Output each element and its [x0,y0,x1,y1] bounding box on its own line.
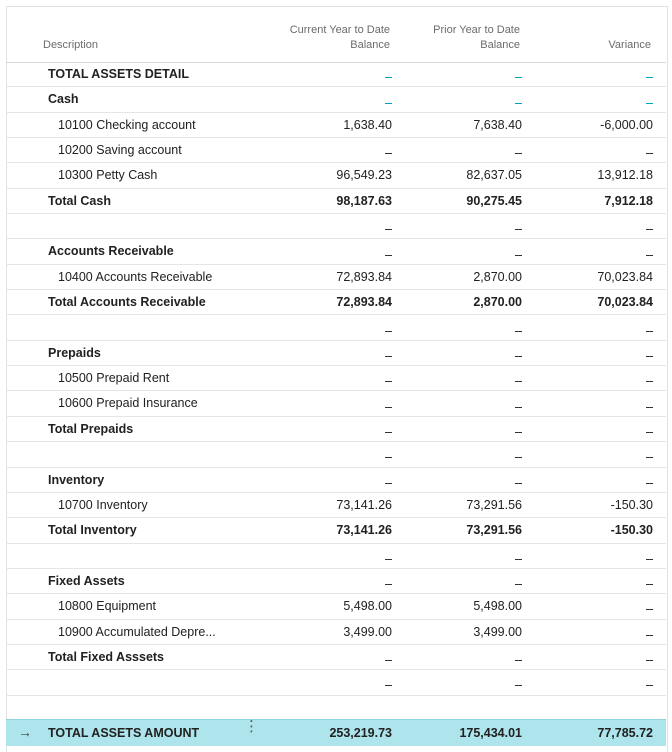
empty-value-dash [646,77,653,78]
row-variance [543,143,653,157]
row-variance: 13,912.18 [597,168,653,183]
table-row[interactable] [6,315,666,340]
row-description: Inventory [48,472,105,487]
empty-value-dash [515,103,522,104]
empty-value-dash [515,457,522,458]
row-current-balance: 73,141.26 [336,523,392,538]
table-row[interactable] [6,366,666,391]
row-description: Total Accounts Receivable [48,295,206,310]
table-row[interactable] [6,569,666,594]
empty-value-dash [385,255,392,256]
empty-value-dash [515,432,522,433]
row-prior-balance [402,473,522,487]
empty-value-dash [646,432,653,433]
column-header [6,6,666,63]
arrow-right-icon: → [18,724,32,740]
row-variance [543,549,653,563]
row-current-balance [272,219,392,233]
row-variance: 7,912.18 [604,193,653,208]
row-description: TOTAL ASSETS DETAIL [48,67,189,81]
row-prior-balance [402,574,522,588]
row-current-balance: 5,498.00 [343,599,392,614]
row-variance [543,396,653,410]
empty-value-dash [646,457,653,458]
empty-value-dash [385,229,392,230]
table-row[interactable] [6,239,666,264]
table-row[interactable] [6,214,666,239]
row-variance [543,346,653,360]
table-row[interactable] [6,493,666,518]
row-description: 10400 Accounts Receivable [58,269,213,284]
row-prior-balance [402,650,522,664]
empty-value-dash [515,584,522,585]
row-prior-balance [402,244,522,258]
row-description: Accounts Receivable [48,244,174,259]
empty-value-dash [515,381,522,382]
empty-value-dash [385,356,392,357]
row-variance [543,422,653,436]
row-description: 10300 Petty Cash [58,168,158,183]
row-variance [543,244,653,258]
empty-value-dash [646,609,653,610]
column-header-description[interactable]: Description [43,39,99,51]
row-current-balance [272,346,392,360]
row-variance [543,574,653,588]
empty-value-dash [646,407,653,408]
row-description: Total Prepaids [48,421,134,436]
row-variance [543,320,653,334]
empty-value-dash [646,255,653,256]
row-description: Total Cash [48,193,111,208]
total-assets-row[interactable] [6,719,666,746]
table-row[interactable] [6,594,666,619]
row-description: 10100 Checking account [58,117,196,132]
row-current-balance [272,473,392,487]
empty-value-dash [385,381,392,382]
row-prior-balance [402,320,522,334]
empty-value-dash [385,483,392,484]
total-assets-prior: 175,434.01 [459,726,522,740]
row-current-balance [272,549,392,563]
table-row[interactable] [6,670,666,695]
row-prior-balance: 73,291.56 [466,497,522,512]
empty-value-dash [646,331,653,332]
empty-value-dash [385,153,392,154]
row-description: Total Inventory [48,523,137,538]
empty-value-dash [385,559,392,560]
row-description: 10900 Accumulated Depre... [58,624,216,639]
row-prior-balance [402,219,522,233]
row-prior-balance [402,447,522,461]
table-row[interactable] [6,62,666,87]
row-current-balance [272,244,392,258]
row-description: Prepaids [48,345,101,360]
row-variance [543,625,653,639]
row-current-balance [272,422,392,436]
row-current-balance: 96,549.23 [336,168,392,183]
row-prior-balance: 2,870.00 [473,269,522,284]
empty-value-dash [385,407,392,408]
row-variance: 70,023.84 [597,269,653,284]
empty-value-dash [385,584,392,585]
table-row[interactable] [6,518,666,543]
empty-value-dash [385,457,392,458]
table-row[interactable] [6,189,666,214]
empty-value-dash [515,153,522,154]
row-prior-balance [402,67,522,81]
empty-value-dash [385,660,392,661]
row-variance [543,67,653,81]
row-description: 10800 Equipment [58,599,156,614]
table-row[interactable] [6,265,666,290]
row-variance [543,599,653,613]
row-variance [543,675,653,689]
row-variance [543,473,653,487]
row-current-balance: 98,187.63 [336,193,392,208]
row-current-balance: 3,499.00 [343,624,392,639]
table-row[interactable] [6,620,666,645]
row-current-balance: 73,141.26 [336,497,392,512]
table-row[interactable] [6,163,666,188]
row-prior-balance [402,549,522,563]
total-assets-variance: 77,785.72 [597,726,653,740]
row-current-balance [272,143,392,157]
empty-value-dash [515,407,522,408]
row-variance [543,447,653,461]
row-prior-balance [402,346,522,360]
row-current-balance [272,447,392,461]
row-description: 10700 Inventory [58,497,148,512]
empty-value-dash [515,255,522,256]
row-prior-balance: 5,498.00 [473,599,522,614]
row-variance: -150.30 [610,523,653,538]
table-row[interactable] [6,544,666,569]
table-row[interactable] [6,290,666,315]
row-current-balance [272,650,392,664]
empty-value-dash [646,229,653,230]
row-description: 10200 Saving account [58,143,182,158]
table-row[interactable] [6,138,666,163]
row-prior-balance [402,675,522,689]
report-rows [6,62,666,696]
empty-value-dash [515,483,522,484]
row-prior-balance: 73,291.56 [466,523,522,538]
empty-value-dash [515,559,522,560]
empty-value-dash [515,660,522,661]
row-description: Total Fixed Asssets [48,649,165,664]
row-variance [543,371,653,385]
table-row[interactable] [6,645,666,670]
row-variance: -6,000.00 [600,117,653,132]
empty-value-dash [646,559,653,560]
column-header-current-year[interactable]: Current Year to Date Balance [289,24,390,51]
row-prior-balance [402,396,522,410]
row-prior-balance [402,422,522,436]
empty-value-dash [385,331,392,332]
empty-value-dash [646,356,653,357]
row-current-balance [272,675,392,689]
empty-value-dash [646,153,653,154]
row-current-balance: 1,638.40 [343,117,392,132]
row-description: Fixed Assets [48,573,125,588]
empty-value-dash [646,381,653,382]
row-variance: -150.30 [610,497,653,512]
row-current-balance [272,92,392,106]
row-variance [543,219,653,233]
row-description: 10500 Prepaid Rent [58,371,170,386]
empty-value-dash [515,229,522,230]
empty-value-dash [385,432,392,433]
row-description: Cash [48,92,79,107]
empty-value-dash [515,331,522,332]
empty-value-dash [515,356,522,357]
table-row[interactable] [6,87,666,112]
row-description: 10600 Prepaid Insurance [58,396,198,411]
table-row[interactable] [6,391,666,416]
empty-value-dash [646,483,653,484]
table-row[interactable] [6,442,666,467]
total-assets-current: 253,219.73 [329,726,392,740]
table-row[interactable] [6,113,666,138]
row-current-balance [272,371,392,385]
row-current-balance: 72,893.84 [336,295,392,310]
row-variance: 70,023.84 [597,295,653,310]
row-prior-balance: 82,637.05 [466,168,522,183]
row-prior-balance: 3,499.00 [473,624,522,639]
table-row[interactable] [6,468,666,493]
row-prior-balance [402,92,522,106]
row-prior-balance: 2,870.00 [473,295,522,310]
empty-value-dash [646,635,653,636]
row-current-balance [272,67,392,81]
total-assets-label: TOTAL ASSETS AMOUNT [48,726,200,740]
row-current-balance [272,574,392,588]
empty-value-dash [646,103,653,104]
row-current-balance: 72,893.84 [336,269,392,284]
column-header-variance[interactable]: Variance [608,39,651,51]
empty-value-dash [646,660,653,661]
row-current-balance [272,396,392,410]
empty-value-dash [646,584,653,585]
table-row[interactable] [6,417,666,442]
empty-value-dash [385,77,392,78]
empty-value-dash [515,77,522,78]
row-current-balance [272,320,392,334]
row-prior-balance [402,371,522,385]
empty-value-dash [646,685,653,686]
more-vertical-icon[interactable]: ⋮ [244,718,259,735]
column-header-prior-year[interactable]: Prior Year to Date Balance [433,24,520,51]
empty-value-dash [385,103,392,104]
row-variance [543,92,653,106]
row-prior-balance: 7,638.40 [473,117,522,132]
empty-value-dash [515,685,522,686]
row-prior-balance: 90,275.45 [466,193,522,208]
row-prior-balance [402,143,522,157]
row-variance [543,650,653,664]
empty-value-dash [385,685,392,686]
table-row[interactable] [6,341,666,366]
